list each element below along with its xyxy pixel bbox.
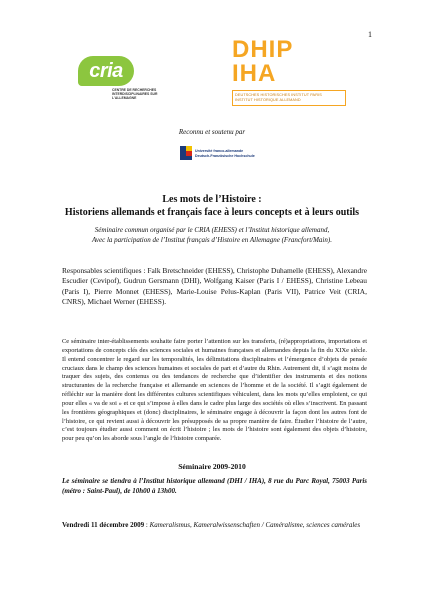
reconnu-text: Reconnu et soutenu par [178,128,246,136]
event-topic: Kameralismus, Kameralwissenschaften / Caméralisme, sciences camérales [149,521,361,529]
cria-logo [76,56,156,106]
document-title-line1: Les mots de l’Histoire : [162,194,262,205]
ufa-logo-line2: Deutsch-Französische Hochschule [195,154,255,158]
seminaire-heading: Séminaire 2009-2010 [178,462,246,471]
event-date: Vendredi 11 décembre 2009 [62,521,145,529]
dhip-logo-sub2: INSTITUT HISTORIQUE ALLEMAND [235,98,301,102]
ufa-logo-line1: Université franco-allemande [195,149,244,153]
dhip-logo-sub1: DEUTSCHES HISTORISCHES INSTITUT PARIS [235,93,322,97]
cria-logo-subtitle [112,88,172,101]
responsables-paragraph: Responsables scientifiques : Falk Bretschneider (EHESS), Christophe Duhamelle (EHESS), Alexandre Escudier (Cevipof), Gudrun Gersmann (DHI), Wolfgang Kaiser (Paris I / EHESS), Christine Lebeau (Paris I), Pierre Monnet (EHESS), Marie-Louise Pelus-Kaplan (Paris VII), Patrice Veit (CRIA, CNRS), Michael Werner (EHESS). [62,266,367,306]
description-paragraph: Ce séminaire inter-établissements souhaite faire porter l’attention sur les transferts, (ré)appropriations, importations et exportations de concepts clés des sciences sociales et humaines françaises et allemandes depuis la fin du XIXe siècle. Il entend concentrer le regard sur les temporalités, les délimitations disciplinaires et l’émergence d’objets de pensée cruciaux dans le champ des sciences humaines et sociales de part et d’autre du Rhin. Autrement dit, il s’agit moins de traquer des sujets, des contenus ou des tendances de recherche que d’identifier des instruments et des notions structurantes de la recherche française et allemande en sciences de l’homme et de la société. Il s’agit également de réfléchir sur la manière dont les différentes cultures scientifiques véhiculent, dans les mots qu’elles emploient, ce qui pour elles « va de soi » et ce qui s’impose à elles dans le cadre plus large des sociétés où elles s’inscrivent. En passant les frontières géographiques et (donc) disciplinaires, le séminaire engage à découvrir la façon dont les autres font de l’histoire, ce qui revient aussi à découvrir les présupposés de sa propre manière de faire. Étudier l’histoire de l’autre, c’est toujours étudier aussi comment on écrit l’histoire ; les mots de l’histoire sont également des objets d’histoire, pour peu qu’on les aborde sous l’angle de l’histoire comparée. [62,338,367,443]
dhip-iha-logo [232,38,352,118]
subtitle-line1: Séminaire commun organisé par le CRIA (EHESS) et l’Institut historique allemand, [94,226,330,234]
document-title-line2: Historiens allemands et français face à leurs concepts et à leurs outils [64,207,360,218]
event-entry [62,520,367,530]
location-paragraph: Le séminaire se tiendra à l’Institut historique allemand (DHI / IHA), 8 rue du Parc Royal, 75003 Paris (métro : Saint-Paul), de 10h00 à 13h00. [62,477,367,495]
ufa-flag-icon [180,146,192,160]
cria-subtitle-line2: INTERDISCIPLINAIRES SUR L'ALLEMAGNE [112,92,158,101]
dhip-logo-line2: IHA [232,60,277,87]
cria-logo-mark: cria [78,56,134,86]
ufa-logo [180,144,260,164]
subtitle-line2: Avec la participation de l’Institut français d’Histoire en Allemagne (Francfort/Main). [92,236,332,244]
event-separator: : [144,521,150,529]
cria-subtitle-line1: CENTRE DE RECHERCHES [112,88,157,92]
dhip-logo-line1: DHIP [232,36,294,63]
page-number: 1 [368,30,372,39]
